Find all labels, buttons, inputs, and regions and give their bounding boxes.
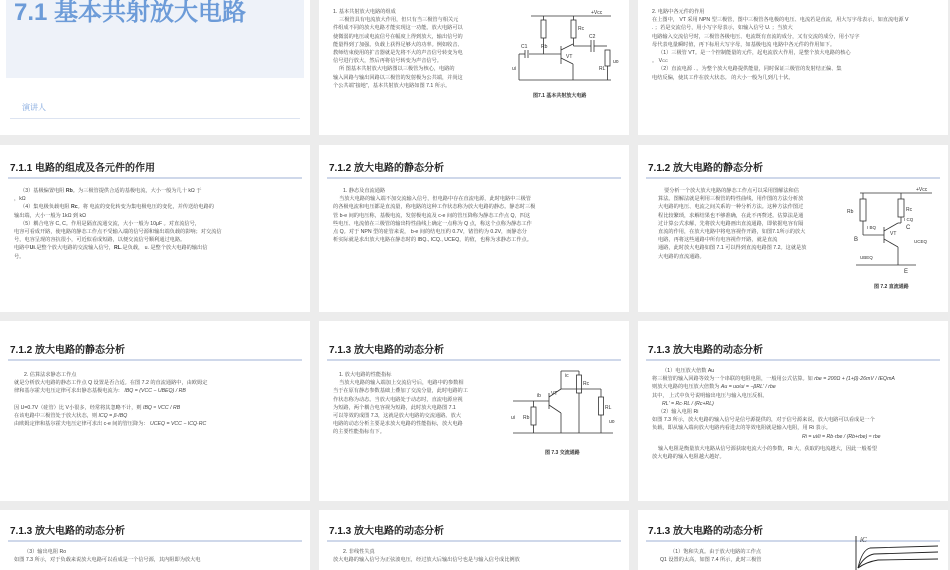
slide-body: 1. 静态及直流通路 当放大电路的输入端不加交流输入信号，但电路中存在直流电源，此时电路中三极管 的各极电流和电压都是直流量，称电路的这种工作状态称为放大电路的静态。静态时三极 管 b-e 间的电压称，基极电流，发射极电流及 c-e 间的管压降称为静态工作点 Q，四这 些电压、电流值在三极管的输出特性曲线上确定一点称为 Q 点，称这个点称为静态工作 点 Q。对于 NPN 型的硅管来说， b-e 间的结电压约 0.7V，锗管约为 0.2V，而静态分 析实际就是求出放大电路在静态时的 IBQ., ICQ., UCEQ，的值，也称为求静态工作点。 bbox=[333, 188, 536, 244]
circuit-label-rl: RL bbox=[599, 66, 606, 72]
heading-underline bbox=[646, 359, 940, 361]
formula-ibq-approx: IBQ ≈ VCC / RB bbox=[143, 404, 181, 411]
slide-1[interactable] bbox=[0, 0, 310, 135]
slide-heading: 7.1.1 电路的组成及各元件的作用 bbox=[10, 163, 156, 174]
slide-title: 7.1 基本共射放大电路 bbox=[14, 0, 247, 26]
slide-heading: 7.1.2 放大电路的静态分析 bbox=[329, 163, 445, 174]
slide-heading: 7.1.2 放大电路的静态分析 bbox=[648, 163, 764, 174]
heading-underline bbox=[8, 540, 302, 542]
circuit-label-uceq: UCEQ bbox=[914, 239, 928, 244]
slide-heading: 7.1.3 放大电路的动态分析 bbox=[329, 345, 445, 356]
formula-ibq: IBQ = (VCC − UBEQ) / RB bbox=[124, 388, 186, 395]
circuit-label-rb: Rb bbox=[523, 415, 530, 421]
slide-heading: 7.1.2 放大电路的静态分析 bbox=[10, 345, 126, 356]
formula-ri: Ri = ui/ii = Rb·rbe / (Rb+rbe) ≈ rbe bbox=[802, 433, 881, 440]
speaker-label: 演讲人 bbox=[22, 103, 46, 112]
formula-rl-row bbox=[652, 400, 942, 408]
divider bbox=[10, 118, 300, 119]
circuit-label-b: B bbox=[854, 237, 859, 243]
slide-6[interactable] bbox=[638, 145, 948, 312]
slide-4[interactable] bbox=[0, 145, 310, 312]
slide-body: 1. 放大电路的性能指标 当放大电路的输入端加上交流信号后，电路中的参数相 当于在原有静态参数基础上叠加了交流分量，此时电路的工 作状态称为动态。当放大电路处于动态时，直流电源应视 为短路，两个耦合电容视为短路，此时放大电路图 7.1 可以等效的成图 7.3，这就是放大电路的交流通路。放大 电路的动态分析主要是求放大电路的性能指标，放大电路 的主要性能指标有下。 bbox=[333, 372, 468, 436]
slide-8[interactable] bbox=[319, 321, 629, 501]
slide-heading: 7.1.3 放大电路的动态分析 bbox=[648, 526, 764, 537]
slide-body: （3）输出电阻 Ro 如图 7.3 所示，对于负载来说放大电路可以看成是一个信号源，其内阻即为放大电 bbox=[14, 549, 201, 564]
circuit-label-uo: uo bbox=[609, 419, 615, 425]
circuit-label-c1: C1 bbox=[521, 44, 528, 50]
output-characteristic-sketch bbox=[848, 534, 944, 570]
circuit-label-uo: uo bbox=[613, 59, 619, 65]
circuit-label-ubeq: UBEQ bbox=[860, 255, 873, 260]
slide-body: （3）基极偏置电阻 Rb。为三极管提供合适的基极电流，大小一般为几十 kΩ 于 ，kΩ （4）集电极负载电阻 Rc。将 电流的变化转变为集电极电压的变化，并传送给电路的 输出端，大小一般为 1kΩ 到 kΩ （5）耦合电容 C, C。作用是隔直流通交流，大小一般为 10μF 。对直流信号， 电容可看成开路，使电路的静态工作点不受输入端的信号源和输出端负载的影响；对交流信 号，电容呈现的容抗很小，可近似看成短路，以便交流信号顺利通过电路。 电路中Ui.是整个放大电路的交流输入信号，RL.是负载， u. 是整个放大电路的输出信 号。 bbox=[14, 188, 222, 260]
slide-body: 2. 非线性失真 放大电路的输入信号为正弦波电压，经过放大后输出信号也是与输入信号成比例放 bbox=[333, 549, 520, 564]
formula-rl-prime: RL′ = Rc·RL / (Rc+RL) bbox=[662, 400, 714, 407]
circuit-label-ic: ic bbox=[565, 373, 569, 379]
slide-heading: 7.1.3 放大电路的动态分析 bbox=[10, 526, 126, 537]
circuit-label-c: C bbox=[906, 225, 911, 231]
formula-uceq: UCEQ = VCC − ICQ·RC bbox=[150, 421, 207, 428]
circuit-label-icq: I CQ bbox=[904, 217, 914, 222]
circuit-label-rc: Rc bbox=[578, 26, 585, 32]
heading-underline bbox=[327, 359, 621, 361]
slide-body: 要分析一个放大放大电路的静态工作点可以采用图解法和估 算法。图解法就是利用三极管的特性曲线，用作图的方法分析放 大电路的电压、电流之间关系的一种分析方法。这种方法作图过 程比较繁琐，求解结果也不够准确，在此不再赘述。估算法是通 过计算公式求解，先将放大电路画出直流通路，即依据电容有隔 直流的作用，在放大电路中将电容视作开路，如图7.1所示的放大 电路，再将这些通路中所有电容视作开路，就是直流 通路，此时放大电路如图 7.1 可以得到直流电路图 7.2。这就是放 大电路的直流通路。 bbox=[658, 188, 807, 260]
circuit-diagram-7-1 bbox=[511, 8, 623, 90]
slide-2[interactable] bbox=[319, 0, 629, 135]
slide-12[interactable] bbox=[638, 510, 948, 570]
heading-underline bbox=[8, 359, 302, 361]
slide-body: （1）饱和失真。由于放大电路的工作点 Q1 设置的太高，如图 7.4 所示，此时三极管 bbox=[660, 549, 762, 564]
slide-3[interactable] bbox=[638, 0, 948, 135]
formula-rbe: rbe = 200Ω + (1+β)·26mV / IEQmA bbox=[814, 376, 895, 383]
heading-underline bbox=[327, 540, 621, 542]
slide-7[interactable] bbox=[0, 321, 310, 501]
slide-body: 2. 电路中各元件的作用 在上图中， VT 采用 NPN 型三极管，图中三极管各电极的电压、电流若是直流，用大写字母表示，如直流电源 V . ；若是交流信号，用小写字母表示，如输入信号 U. ；当放大 电路输入交流信号时，三极管各极电压、电流既有直流的成分，又有交流的成分，用小写字 母代表电量瞬时值，再下标用大写字母，如基极电流 电路中各元件的作用如下。 （1）三极管 VT。是一个控制能量的元件，起电流放大作用，是整个放大电路的核心 。 VCC （2）直流电源 . 。为整个放大电路提供能量，同时保证三极管的发射结正偏、集 电结反偏，使其工作在放大状态。 的大小一般为几到几十伏。 bbox=[652, 9, 909, 81]
circuit-label-vt: VT bbox=[890, 231, 897, 237]
slide-body: 1. 基本共射放大电路的组成 三极管具有电流放大作用，但只有当三极管与相关元 件组成不同的放大电路才能实现这一功能。放大电路可以 使微弱的电压或电流信号在幅度上得到放大，输出信号的 能量得到了加强。负载上获得足够大的功率。例如收音、 教师结束使用的扩音器就是先将不大的声音信号转变为电 信号进行放大，然后再将信号转变为声音信号。 所 图基本共射放大电路图以三极管为核心，电路的 输入回路与输出回路以三极管的发射极为公共端，并尚这 个公共端“接地”，基本共射放大电路如图 7.1 所示。 bbox=[333, 9, 463, 89]
circuit-label-rc: Rc bbox=[583, 381, 590, 387]
circuit-label-rb: Rb bbox=[847, 209, 854, 215]
slide-body: 2. 估算法求静态工作点 就是分析放大电路的静态工作点 Q 设置是否合适。在图 7.2 的直流通路中，由欧姆定 律和基尔霍夫电压定律可求出静态基极电流为： IBQ = (VCC − UBEQ) / RB 因 U=0.7V（硅管）比 V小很多，经常将其忽略不计，则 IBQ ≈ VCC / RB 在该电路中三极管处于放大状态，则 ICQ = β·IBQ 由欧姆定律和基尔霍夫电压定律可求出 c-e 间的管压降为： UCEQ = VCC − ICQ·RC bbox=[14, 372, 208, 428]
circuit-label-e: E bbox=[904, 269, 909, 275]
circuit-label-vcc: +Vcc bbox=[916, 187, 928, 193]
heading-underline bbox=[327, 177, 621, 179]
slide-heading: 7.1.3 放大电路的动态分析 bbox=[648, 345, 764, 356]
circuit-label-rb: Rb bbox=[541, 44, 548, 50]
figure-caption: 图7.1 基本共射放大电路 bbox=[533, 93, 587, 99]
slide-5[interactable] bbox=[319, 145, 629, 312]
circuit-label-vt: VT bbox=[551, 391, 558, 397]
circuit-label-rl: RL bbox=[605, 405, 612, 411]
slide-10[interactable] bbox=[0, 510, 310, 570]
circuit-label-ui: ui bbox=[512, 66, 516, 72]
axis-label-ic: iC bbox=[860, 536, 867, 544]
formula-icq: ICQ = β·IBQ bbox=[98, 412, 128, 419]
heading-underline bbox=[646, 177, 940, 179]
slide-body: （1）电压放大倍数 Au 将三极管的输入回路等效为一个串联的电阻电阻，一般用公式估算。如 rbe = 200Ω + (1+β)·26mV / IEQmA 则放大电路的电压放大倍数为 Au = uo/ui = −βRL′ / rbe 其中， 上式中负号说明输出电压与输入电压反相。 RL′ = Rc·RL / (Rc+RL) （2）输入电阻 Ri 如图 7.3 所示，放大电路的输入信号是信号源提供的，对于信号源来说，放大电路可以看成是一个 负载，即从输入端向放大电路内看进去的等效电阻就是输入电阻，用 Ri 表示。 Ri = ui/ii = Rb·rbe / (Rb+rbe) ≈ rbe 输入电阻是衡量放大电路从信号源获取电流大小的参数，Ri 大，获取的电流越大，因此一般希望 放大电路的输入电阻越大越好。 bbox=[652, 367, 942, 461]
slide-heading: 7.1.3 放大电路的动态分析 bbox=[329, 526, 445, 537]
formula-au: Au = uo/ui = −βRL′ / rbe bbox=[720, 384, 776, 391]
slide-11[interactable] bbox=[319, 510, 629, 570]
slide-9[interactable] bbox=[638, 321, 948, 501]
circuit-label-ib: ib bbox=[537, 393, 541, 399]
circuit-label-ui: ui bbox=[511, 415, 515, 421]
figure-caption: 图 7.2 直流通路 bbox=[874, 284, 909, 290]
circuit-diagram-7-2 bbox=[846, 185, 942, 281]
circuit-label-c2: C2 bbox=[589, 34, 596, 40]
vcc-subscript: CC bbox=[662, 58, 668, 64]
circuit-label-vt: VT bbox=[566, 54, 573, 60]
circuit-diagram-7-3 bbox=[509, 365, 621, 445]
heading-underline bbox=[8, 177, 302, 179]
circuit-label-vcc: +Vcc bbox=[591, 10, 603, 16]
figure-caption: 图 7.3 交流通路 bbox=[545, 450, 580, 456]
circuit-label-rc: Rc bbox=[906, 207, 913, 213]
circuit-label-ibq: I BQ bbox=[867, 225, 877, 230]
